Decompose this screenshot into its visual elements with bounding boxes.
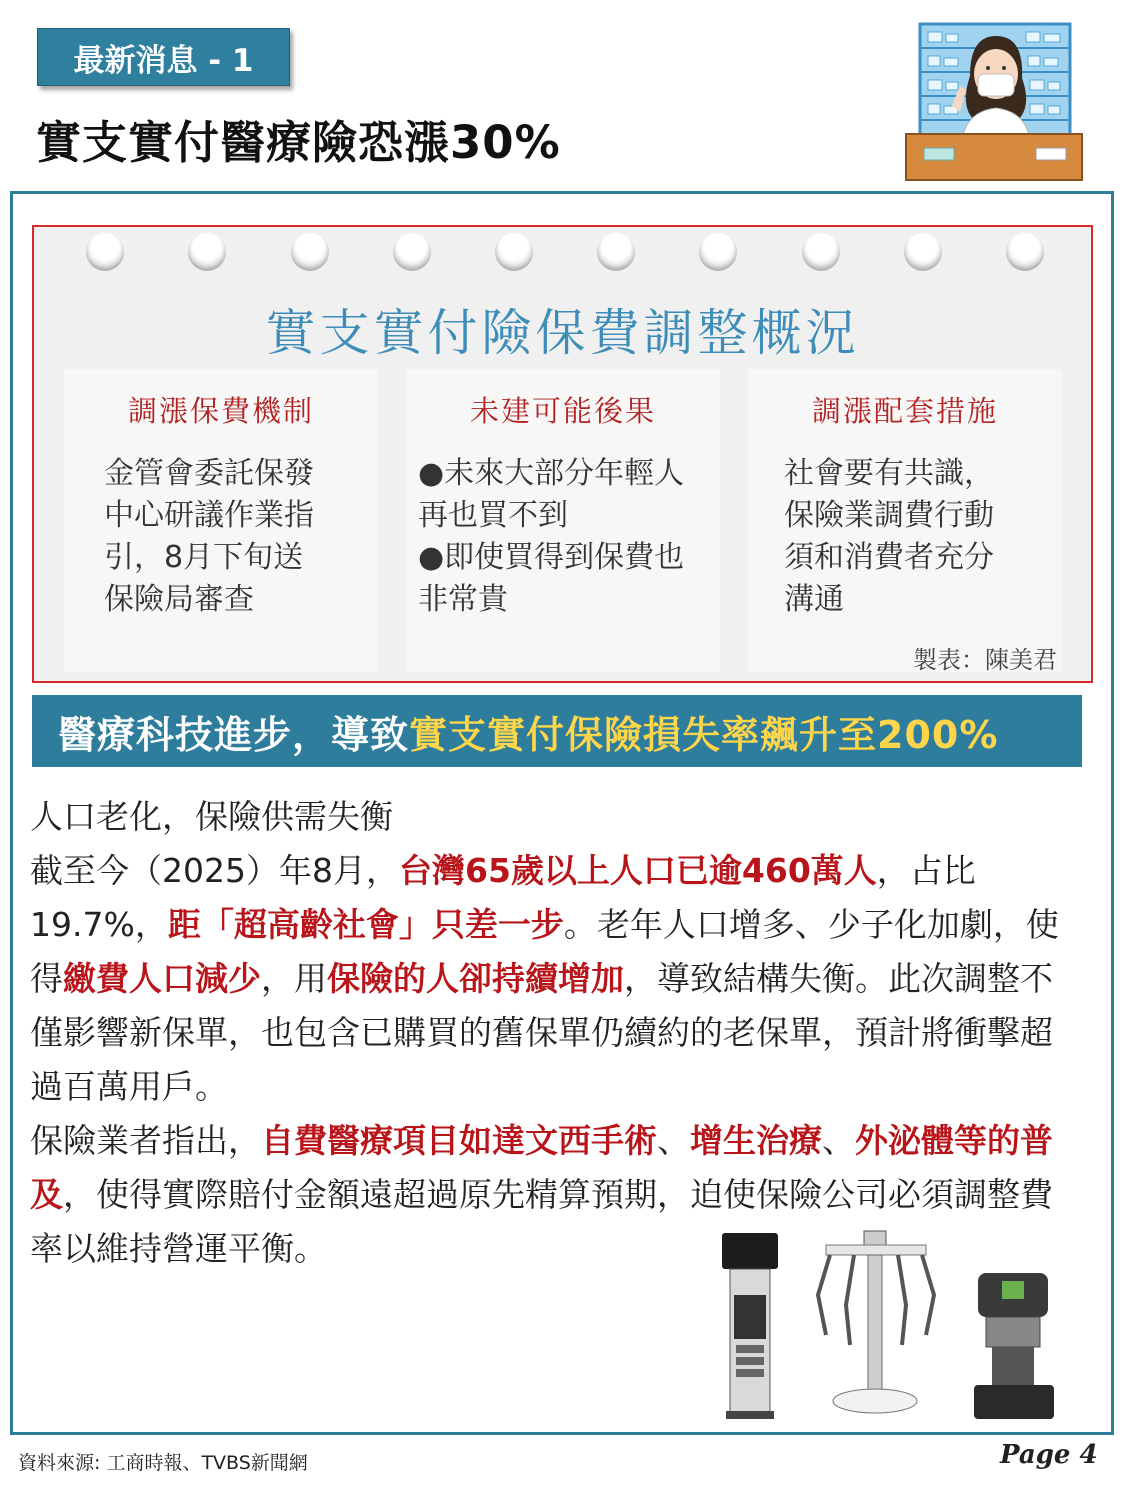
text-run: 截至今（2025）年8月，	[30, 851, 399, 890]
column-mechanism	[64, 369, 378, 672]
text-run-emphasis: 外泌體等的普及	[30, 1121, 1053, 1214]
binder-hole	[699, 233, 737, 271]
text-run: ，占比19.7%，	[30, 851, 976, 944]
text-run: 、	[822, 1121, 855, 1160]
binder-hole	[802, 233, 840, 271]
pharmacist-illustration	[900, 16, 1088, 184]
news-tag: 最新消息 - 1	[37, 28, 290, 86]
binder-hole	[291, 233, 329, 271]
column-heading: 調漲保費機制	[127, 394, 314, 428]
column-line: 保險業調費行動	[784, 498, 994, 533]
column-heading: 未建可能後果	[469, 394, 656, 428]
column-line: 社會要有共識，	[784, 456, 994, 491]
section-banner	[32, 695, 1082, 767]
text-run-emphasis: 距「超高齡社會」只差一步	[167, 905, 564, 944]
column-consequences	[406, 369, 720, 672]
text-run-emphasis: 保險的人卻持續增加	[327, 959, 624, 998]
binder-hole	[495, 233, 533, 271]
binder-holes	[34, 233, 1091, 273]
binder-hole	[393, 233, 431, 271]
column-body	[418, 453, 684, 621]
page-title: 實支實付醫療險恐漲30%	[36, 116, 561, 169]
column-line: ●即使買得到保費也	[418, 540, 685, 575]
text-run: ，使得實際賠付金額遠超過原先精算預期，迫使保險公司必須調整費率以維持營運平衡。	[30, 1175, 1053, 1268]
column-line: 須和消費者充分	[784, 540, 994, 575]
binder-hole	[597, 233, 635, 271]
banner-highlight: 實支實付保險損失率飆升至200%	[409, 712, 999, 757]
column-line: 引，8月下旬送	[104, 540, 304, 575]
text-run: 、	[657, 1121, 690, 1160]
page-number: Page 4	[1000, 1440, 1098, 1470]
summary-card	[32, 225, 1093, 683]
column-line: 金管會委託保發	[104, 456, 314, 491]
surgical-robot-image	[716, 1225, 1066, 1425]
banner-prefix: 醫療科技進步，導致	[58, 712, 410, 757]
table-credit: 製表：陳美君	[913, 646, 1057, 674]
text-run-emphasis: 台灣65歲以上人口已逾460萬人	[398, 851, 877, 890]
paragraph-title: 人口老化，保險供需失衡	[30, 797, 393, 836]
text-run: ，導致結構失衡。此次調整不僅影響新保單，也包含已購買的舊保單仍續約的老保單，預計將衝擊超過百萬用戶。	[30, 959, 1053, 1106]
binder-hole	[1006, 233, 1044, 271]
column-line: 再也買不到	[418, 498, 568, 533]
article-body	[30, 790, 1085, 1276]
text-run: 保險業者指出，	[30, 1121, 261, 1160]
text-run-emphasis: 繳費人口減少	[63, 959, 261, 998]
column-measures	[748, 369, 1062, 672]
binder-hole	[188, 233, 226, 271]
column-line: ●未來大部分年輕人	[418, 456, 685, 491]
column-heading: 調漲配套措施	[811, 394, 998, 428]
column-body	[784, 453, 994, 621]
column-line: 溝通	[784, 582, 844, 617]
column-line: 非常貴	[418, 582, 508, 617]
text-run: 。老年人口增多、少子化加劇，使得	[30, 905, 1059, 998]
binder-hole	[904, 233, 942, 271]
binder-hole	[86, 233, 124, 271]
paragraph-1	[30, 844, 1085, 1114]
column-line: 中心研議作業指	[104, 498, 314, 533]
card-title: 實支實付險保費調整概況	[265, 304, 860, 362]
text-run-emphasis: 自費醫療項目如達文西手術	[261, 1121, 657, 1160]
source-note: 資料來源: 工商時報、TVBS新聞網	[18, 1452, 308, 1474]
column-line: 保險局審查	[104, 582, 254, 617]
text-run-emphasis: 增生治療	[690, 1121, 822, 1160]
text-run: ，用	[261, 959, 327, 998]
column-body	[104, 453, 314, 621]
